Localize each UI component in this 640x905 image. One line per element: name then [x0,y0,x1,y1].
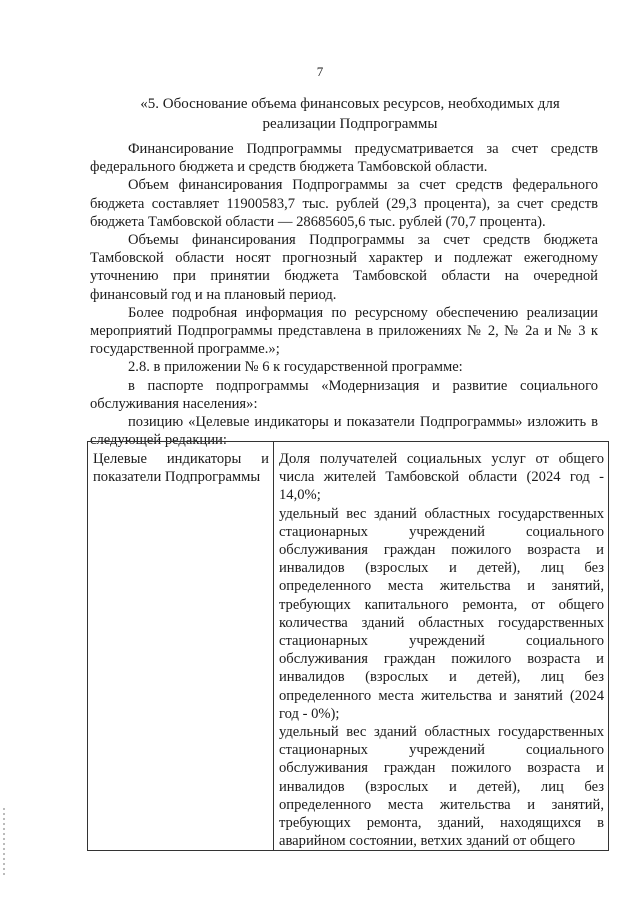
paragraph-volume: Объем финансирования Подпрограммы за счет средств федерального бюджета составляет 11900583,7 тыс. рублей (29,3 процента), за счет средств бюджета Тамбовской области — 28685605,6 тыс. рублей (70,7 процента). [90,177,598,230]
paragraph-passport: в паспорте подпрограммы «Модернизация и развитие социального обслуживания населения»: [90,377,598,412]
indicator-item: удельный вес зданий областных государственных стационарных учреждений социального обслуживания граждан пожилого возраста и инвалидов (взрослых и детей), лиц без определенного места жительства и занятий, требующих капитального ремонта, от общего количества зданий областных государственных стационарных учреждений социального обслуживания граждан пожилого возраста и инвалидов (взрослых и детей), лиц без определенного места жительства и занятий (2024 год - 0%); [279,505,604,722]
paragraph-position: позицию «Целевые индикаторы и показатели Подпрограммы» изложить в следующей редакции: [90,414,598,449]
heading-line-2: реализации Подпрограммы [262,116,438,132]
table-label-cell: Целевые индикаторы и показатели Подпрограммы [88,442,274,851]
page-number: 7 [316,64,324,79]
indicators-table [87,441,609,851]
body-text [90,140,598,449]
paragraph-more-info: Более подробная информация по ресурсному обеспечению реализации мероприятий Подпрограммы представлена в приложениях № 2, № 2а и № 3 к государственной программе.»; [90,304,598,358]
paragraph-appendix-6: 2.8. в приложении № 6 к государственной программе: [128,359,463,376]
indicator-item: Доля получателей социальных услуг от общего числа жителей Тамбовской области (2024 год - 14,0%; [279,451,604,504]
indicator-item: удельный вес зданий областных государственных стационарных учреждений социального обслуживания граждан пожилого возраста и инвалидов (взрослых и детей), лиц без определенного места жительства и занятий, требующих ремонта, зданий, находящихся в аварийном состоянии, ветхих зданий от общего [279,724,604,850]
section-heading [110,94,590,134]
table-value-cell [274,442,609,851]
table-row [88,442,609,851]
paragraph-financing: Финансирование Подпрограммы предусматривается за счет средств федерального бюджета и средств бюджета Тамбовской области. [90,141,598,176]
paragraph-forecast: Объемы финансирования Подпрограммы за счет средств бюджета Тамбовской области носят прогнозный характер и подлежат ежегодному уточнению при принятии бюджета Тамбовской области на очередной финансовый год и на плановый период. [90,232,598,303]
heading-line-1: «5. Обоснование объема финансовых ресурсов, необходимых для [140,96,560,112]
scan-margin-mark [3,808,5,878]
